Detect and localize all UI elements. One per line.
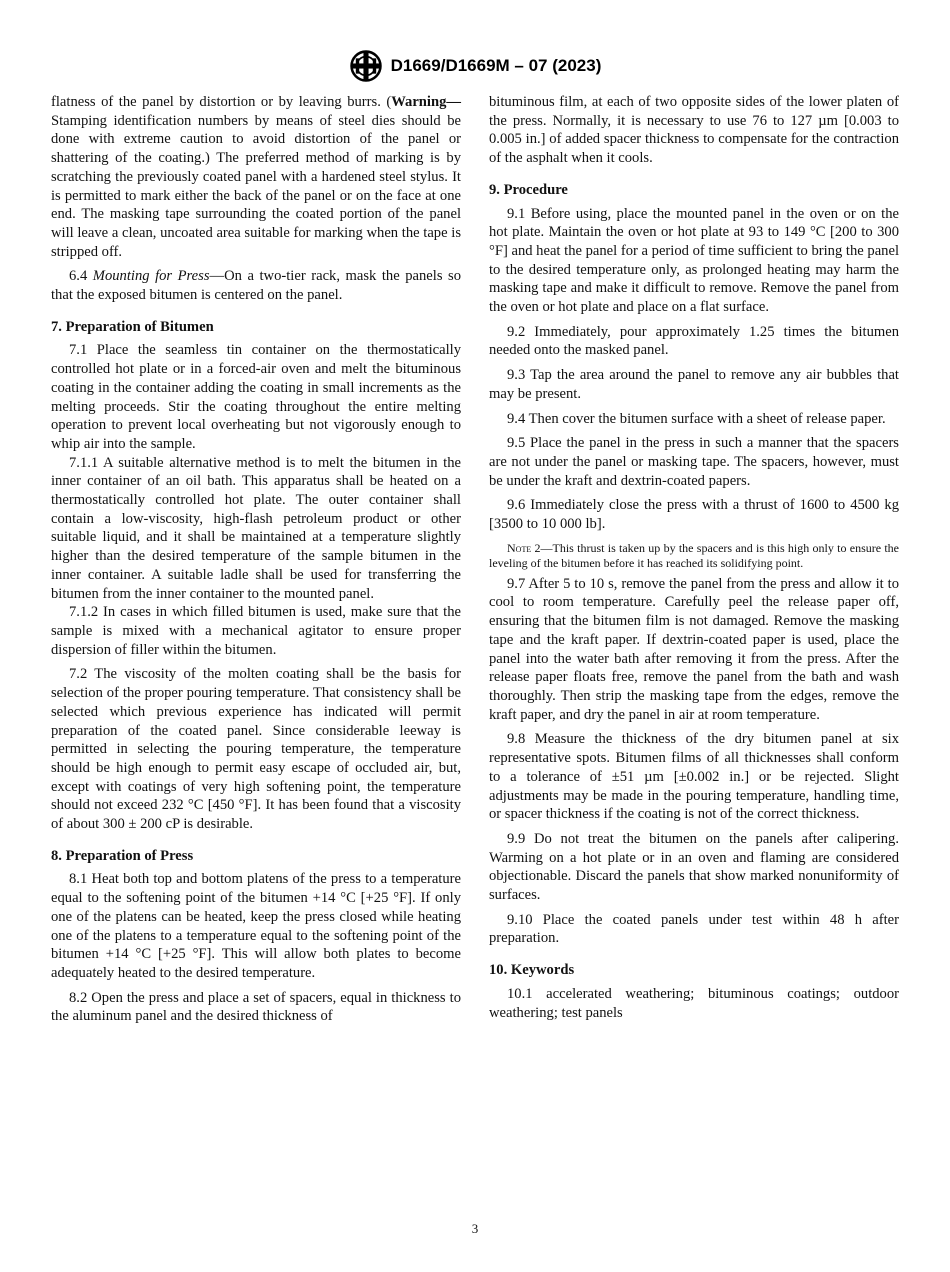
astm-logo-icon (349, 49, 383, 83)
paragraph-9-8: 9.8 Measure the thickness of the dry bitumen panel at six representative spots. Bitumen films of all thicknesses shall conform to a tolerance of ±51 µm [±0.002 in.] or be rejected. Slight adjustments may be made in the pouring temperature, handling time, or spacer thickness if the coating is not of the correct thickness. (489, 731, 899, 823)
paragraph-7-1-1: 7.1.1 A suitable alternative method is to melt the bitumen in the inner container of an oil bath. This apparatus shall be heated on a thermostatically controlled hot plate. The outer container shall contain a low-viscosity, high-flash petroleum product or other suitable liquid, and it shall be maintained at a temperature slightly higher than the desired temperature of the sample bitumen in the inner container. A suitable ladle shall be used for transferring the bitumen from the inner container to the mounted panel. (51, 454, 461, 602)
paragraph-9-4: 9.4 Then cover the bitumen surface with a sheet of release paper. (507, 410, 886, 427)
paragraph-6-4: 6.4 Mounting for Press—On a two-tier rack, mask the panels so that the exposed bitumen is centered on the panel. (51, 268, 462, 304)
left-column (51, 93, 461, 1026)
page-number: 3 (471, 1221, 479, 1236)
standard-designation: D1669/D1669M – 07 (2023) (390, 56, 602, 75)
paragraph-6-3-continued: flatness of the panel by distortion or by leaving burrs. (Warning—Stamping identification numbers by means of steel dies should be done with extreme caution to avoid distortion of the panel or shattering of the coating.) The preferred method of marking is by scratching the previously coated panel with a hardened steel stylus. It is permitted to mark either the back of the panel or on the face at one end. The masking tape surrounding the coated portion of the panel will leave a clean, uncoated area suitable for marking when the tape is stripped off. (51, 94, 461, 260)
paragraph-7-1: 7.1 Place the seamless tin container on the thermostatically controlled hot plate or in a forced-air oven and melt the bituminous coating in the container adding the coating in small increments as the melting proceeds. Stir the coating throughout the entire melting operation to prevent local overheating but not vigorously enough to whip air into the sample. (51, 342, 461, 452)
paragraph-9-2: 9.2 Immediately, pour approximately 1.25 times the bitumen needed onto the masked panel. (489, 323, 899, 359)
paragraph-10-1: 10.1 accelerated weathering; bituminous coatings; outdoor weathering; test panels (489, 985, 899, 1021)
paragraph-9-9: 9.9 Do not treat the bitumen on the panels after calipering. Warming on a hot plate or in an oven and flaming are considered objectionable. Discard the panels that show marked nonuniformity of surfaces. (489, 830, 899, 904)
paragraph-8-2: 8.2 Open the press and place a set of spacers, equal in thickness to the aluminum panel and the desired thickness of (51, 989, 461, 1025)
section-heading-8: 8. Preparation of Press (51, 847, 194, 864)
paragraph-8-2-continued: bituminous film, at each of two opposite sides of the lower platen of the press. Normally, it is necessary to use 76 to 127 µm [0.003 to 0.005 in.] of added spacer thickness to compensate for the contraction of the asphalt when it cools. (489, 94, 899, 167)
page-header (0, 49, 950, 88)
paragraph-9-3: 9.3 Tap the area around the panel to remove any air bubbles that may be present. (489, 367, 899, 402)
paragraph-9-10: 9.10 Place the coated panels under test within 48 h after preparation. (489, 911, 899, 947)
paragraph-9-7: 9.7 After 5 to 10 s, remove the panel from the press and allow it to cool to room temperature. Carefully peel the release paper off, ensuring that the bitumen film is not damaged. Remove the masking tape and the kraft paper. If dextrin-coated paper is used, place the panel into the water bath after removing it from the press. After the release paper floats free, remove the panel from the bath and wash thoroughly. Then strip the masking tape from the edges, remove the kraft paper, and dry the panel in air at room temperature. (489, 575, 899, 723)
section-heading-7: 7. Preparation of Bitumen (51, 318, 214, 335)
paragraph-7-2: 7.2 The viscosity of the molten coating shall be the basis for selection of the proper pouring temperature. That consistency shall be selected which previous experience has indicated will permit preparation of the coated panel. Since considerable leeway is permitted in selecting the pouring temperature, the temperature should be high enough to permit easy escape of occluded air, but, except with coatings of very high softening point, the temperature should not exceed 232 °C [450 °F]. It has been found that a viscosity of about 300 ± 200 cP is desirable. (51, 666, 461, 833)
paragraph-9-6: 9.6 Immediately close the press with a thrust of 1600 to 4500 kg [3500 to 10 000 lb]. (489, 497, 899, 533)
paragraph-8-1: 8.1 Heat both top and bottom platens of the press to a temperature equal to the softening point of the bitumen +14 °C [+25 °F]. If only one of the platens can be heated, keep the press closed while heating one of the platens to a temperature equal to the softening point of the bitumen +14 °C [+25 °F]. This will allow both plates to become adequately heated to the desired temperature. (51, 871, 461, 981)
right-column (489, 93, 899, 1022)
section-heading-10: 10. Keywords (489, 962, 575, 979)
note-2: Note 2—This thrust is taken up by the spacers and is this high only to ensure the leveling of the bitumen before it has reached its solidifying point. (489, 540, 899, 570)
paragraph-7-1-2: 7.1.2 In cases in which filled bitumen is used, make sure that the sample is mixed with a mechanical agitator to ensure proper dispersion of filler within the bitumen. (51, 604, 461, 658)
section-heading-9: 9. Procedure (489, 181, 568, 198)
paragraph-9-5: 9.5 Place the panel in the press in such a manner that the spacers are not under the panel or masking tape. The spacers, however, must be under the kraft and dextrin-coated papers. (489, 435, 899, 489)
paragraph-9-1: 9.1 Before using, place the mounted panel in the oven or on the hot plate. Maintain the oven or hot plate at 93 to 149 °C [200 to 300 °F] and heat the panel for a period of time sufficient to bring the panel to the desired temperature only, as prolonged heating may harm the masking tape and make it difficult to remove. Remove the panel from the oven or hot plate and place on a flat surface. (489, 205, 900, 316)
